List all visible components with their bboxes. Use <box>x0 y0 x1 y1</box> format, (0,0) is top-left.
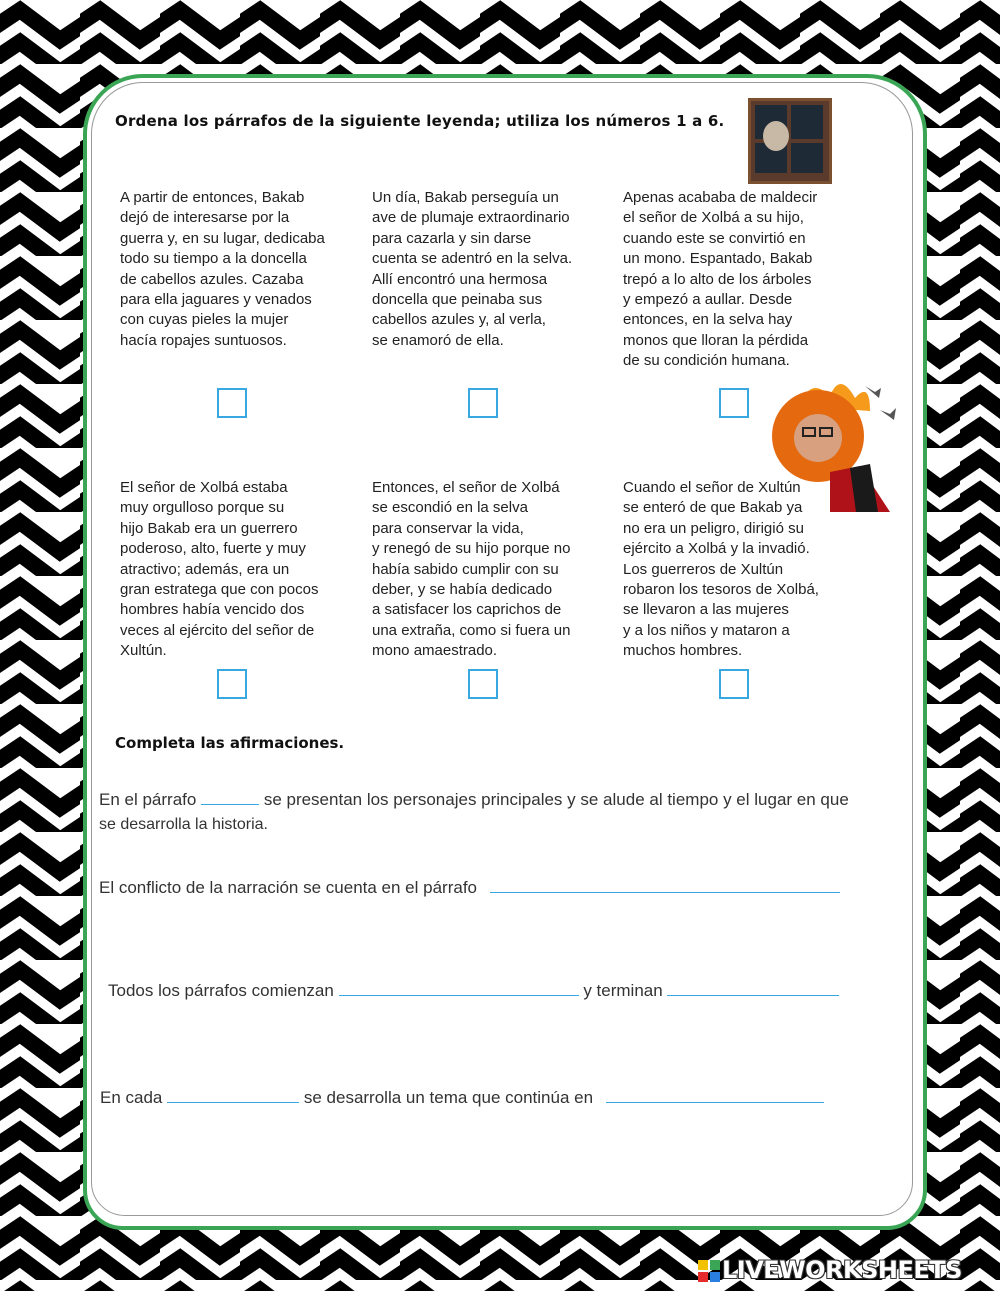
logo-squares-icon <box>698 1260 720 1282</box>
paragraph-1 <box>120 188 350 351</box>
paragraph-6-line: no era un peligro, dirigió su <box>623 519 804 537</box>
paragraph-4-line: veces al ejército del señor de <box>120 621 315 639</box>
paragraph-5-line: y renegó de su hijo porque no <box>372 540 571 558</box>
blank-input-2[interactable] <box>490 878 840 893</box>
paragraph-2-line: Allí encontró una hermosa <box>372 270 548 288</box>
order-input-6[interactable] <box>719 669 749 699</box>
order-input-1[interactable] <box>217 388 247 418</box>
paragraph-1-line: con cuyas pieles la mujer <box>120 311 289 329</box>
paragraph-2-line: ave de plumaje extraordinario <box>372 209 570 227</box>
statement-1 <box>99 790 849 810</box>
paragraph-3 <box>623 188 853 372</box>
paragraph-5-line: para conservar la vida, <box>372 519 524 537</box>
paragraph-1-line: dejó de interesarse por la <box>120 209 290 227</box>
statement-2-text: El conflicto de la narración se cuenta en el párrafo <box>99 878 478 897</box>
paragraph-4 <box>120 478 350 662</box>
paragraph-5-line: a satisfacer los caprichos de <box>372 601 562 619</box>
order-input-5[interactable] <box>468 669 498 699</box>
paragraph-3-line: entonces, en la selva hay <box>623 311 793 329</box>
paragraph-3-line: cuando este se convirtió en <box>623 229 806 247</box>
paragraph-1-line: hacía ropajes suntuosos. <box>120 331 287 349</box>
window-picture <box>748 98 832 184</box>
paragraph-5 <box>372 478 602 662</box>
order-input-4[interactable] <box>217 669 247 699</box>
statement-3-text-a: Todos los párrafos comienzan <box>108 981 334 1000</box>
statement-1-cont: se desarrolla la historia. <box>99 816 268 833</box>
paragraph-3-line: trepó a lo alto de los árboles <box>623 270 812 288</box>
statement-1-text-a: En el párrafo <box>99 790 197 809</box>
paragraph-6-line: ejército a Xolbá y la invadió. <box>623 540 810 558</box>
paragraph-4-line: atractivo; además, era un <box>120 560 290 578</box>
paragraph-6-line: Cuando el señor de Xultún <box>623 479 801 496</box>
statement-2 <box>99 878 840 898</box>
paragraph-4-line: hombres había vencido dos <box>120 601 305 619</box>
paragraph-1-line: para ella jaguares y venados <box>120 291 312 309</box>
paragraph-2 <box>372 188 602 351</box>
worksheet-title: Ordena los párrafos de la siguiente leyenda; utiliza los números 1 a 6. <box>115 112 725 130</box>
paragraph-2-line: cabellos azules y, al verla, <box>372 311 546 329</box>
paragraph-3-line: monos que lloran la pérdida <box>623 331 809 349</box>
paragraph-6-line: robaron los tesoros de Xolbá, <box>623 581 819 599</box>
paragraph-4-line: hijo Bakab era un guerrero <box>120 519 298 537</box>
paragraph-3-line: Apenas acababa de maldecir <box>623 189 818 206</box>
paragraph-5-line: una extraña, como si fuera un <box>372 621 571 639</box>
statement-4-text-b: se desarrolla un tema que continúa en <box>303 1088 594 1107</box>
statement-1-text-b: se presentan los personajes principales y se alude al tiempo y el lugar en que <box>263 790 849 809</box>
statement-4-text-a: En cada <box>100 1088 163 1107</box>
paragraph-2-line: Un día, Bakab perseguía un <box>372 189 559 206</box>
paragraph-1-line: A partir de entonces, Bakab <box>120 189 305 206</box>
paragraph-3-line: y empezó a aullar. Desde <box>623 291 793 309</box>
paragraph-6-line: muchos hombres. <box>623 642 743 660</box>
paragraph-3-line: de su condición humana. <box>623 352 790 370</box>
paragraph-6-line: Los guerreros de Xultún <box>623 560 784 578</box>
paragraph-4-line: muy orgulloso porque su <box>120 499 285 517</box>
paragraph-2-line: para cazarla y sin darse <box>372 229 532 247</box>
paragraph-4-line: Xultún. <box>120 642 167 660</box>
paragraph-2-line: se enamoró de ella. <box>372 331 504 349</box>
blank-input-3[interactable] <box>339 981 579 996</box>
paragraph-2-line: doncella que peinaba sus <box>372 291 543 309</box>
paragraph-3-line: un mono. Espantado, Bakab <box>623 250 813 268</box>
paragraph-4-line: gran estratega que con pocos <box>120 581 319 599</box>
blank-input-1[interactable] <box>201 790 259 805</box>
section-subtitle: Completa las afirmaciones. <box>115 734 345 752</box>
paragraph-4-line: El señor de Xolbá estaba <box>120 479 288 496</box>
paragraph-6-line: se enteró de que Bakab ya <box>623 499 803 517</box>
pumpkin-vampire-picture <box>770 376 906 512</box>
logo-text: LIVEWORKSHEETS <box>722 1256 962 1284</box>
statement-3-text-b: y terminan <box>583 981 663 1000</box>
paragraph-5-line: Entonces, el señor de Xolbá <box>372 479 560 496</box>
paragraph-4-line: poderoso, alto, fuerte y muy <box>120 540 306 558</box>
order-input-3[interactable] <box>719 388 749 418</box>
statement-4 <box>100 1088 824 1108</box>
paragraph-1-line: todo su tiempo a la doncella <box>120 250 307 268</box>
paragraph-5-line: mono amaestrado. <box>372 642 498 660</box>
paragraph-3-line: el señor de Xolbá a su hijo, <box>623 209 804 227</box>
blank-input-6[interactable] <box>606 1088 824 1103</box>
blank-input-5[interactable] <box>167 1088 299 1103</box>
paragraph-5-line: había sabido cumplir con su <box>372 560 559 578</box>
paragraph-2-line: cuenta se adentró en la selva. <box>372 250 573 268</box>
paragraph-5-line: deber, y se había dedicado <box>372 581 553 599</box>
blank-input-4[interactable] <box>667 981 839 996</box>
liveworksheets-logo <box>698 1256 962 1284</box>
paragraph-1-line: de cabellos azules. Cazaba <box>120 270 304 288</box>
statement-3 <box>108 981 839 1001</box>
paragraph-6-line: se llevaron a las mujeres <box>623 601 789 619</box>
order-input-2[interactable] <box>468 388 498 418</box>
paragraph-1-line: guerra y, en su lugar, dedicaba <box>120 229 325 247</box>
paragraph-6-line: y a los niños y mataron a <box>623 621 790 639</box>
paragraph-5-line: se escondió en la selva <box>372 499 528 517</box>
